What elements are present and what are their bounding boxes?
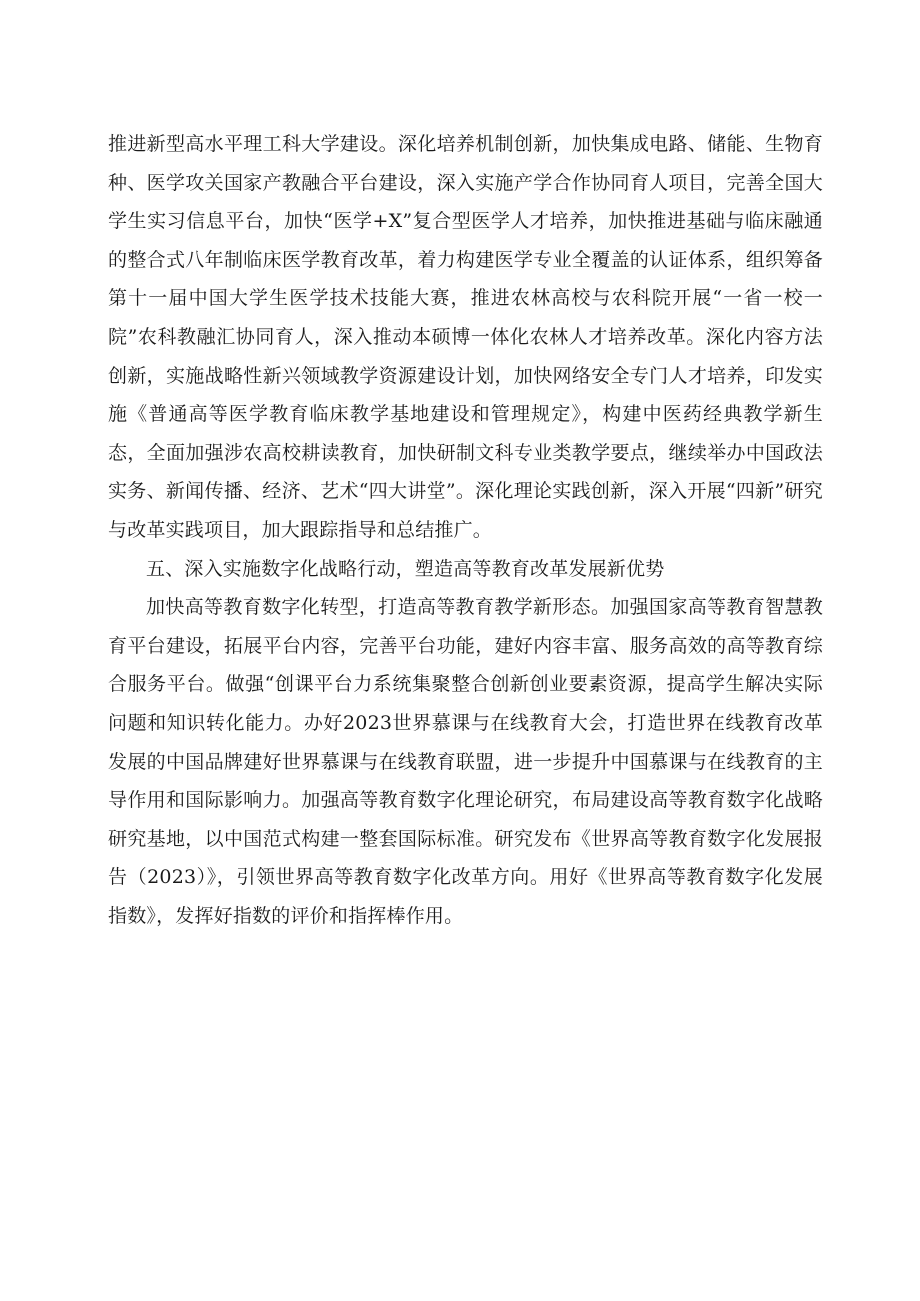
document-body	[108, 125, 823, 935]
paragraph-undergrad-reform: 推进新型高水平理工科大学建设。深化培养机制创新，加快集成电路、储能、生物育种、医学攻关国家产教融合平台建设，深入实施产学合作协同育人项目，完善全国大学生实习信息平台，加快“医学+X”复合型医学人才培养，加快推进基础与临床融通的整合式八年制临床医学教育改革，着力构建医学专业全覆盖的认证体系，组织筹备第十一届中国大学生医学技术技能大赛，推进农林高校与农科院开展“一省一校一院”农科教融汇协同育人，深入推动本硕博一体化农林人才培养改革。深化内容方法创新，实施战略性新兴领域教学资源建设计划，加快网络安全专门人才培养，印发实施《普通高等医学教育临床教学基地建设和管理规定》，构建中医药经典教学新生态，全面加强涉农高校耕读教育，加快研制文科专业类教学要点，继续举办中国政法实务、新闻传播、经济、艺术“四大讲堂”。深化理论实践创新，深入开展“四新”研究与改革实践项目，加大跟踪指导和总结推广。	[108, 133, 823, 541]
paragraph-digital-transformation: 加快高等教育数字化转型，打造高等教育教学新形态。加强国家高等教育智慧教育平台建设，拓展平台内容，完善平台功能，建好内容丰富、服务高效的高等教育综合服务平台。做强“创课平台力系统集聚整合创新创业要素资源，提高学生解决实际问题和知识转化能力。办好2023世界慕课与在线教育大会，打造世界在线教育改革发展的中国品牌建好世界慕课与在线教育联盟，进一步提升中国慕课与在线教育的主导作用和国际影响力。加强高等教育数字化理论研究，布局建设高等教育数字化战略研究基地，以中国范式构建一整套国际标准。研究发布《世界高等教育数字化发展报告（2023）》，引领世界高等教育数字化改革方向。用好《世界高等教育数字化发展指数》，发挥好指数的评价和指挥棒作用。	[108, 596, 823, 927]
section-heading-five: 五、深入实施数字化战略行动，塑造高等教育改革发展新优势	[146, 557, 665, 580]
